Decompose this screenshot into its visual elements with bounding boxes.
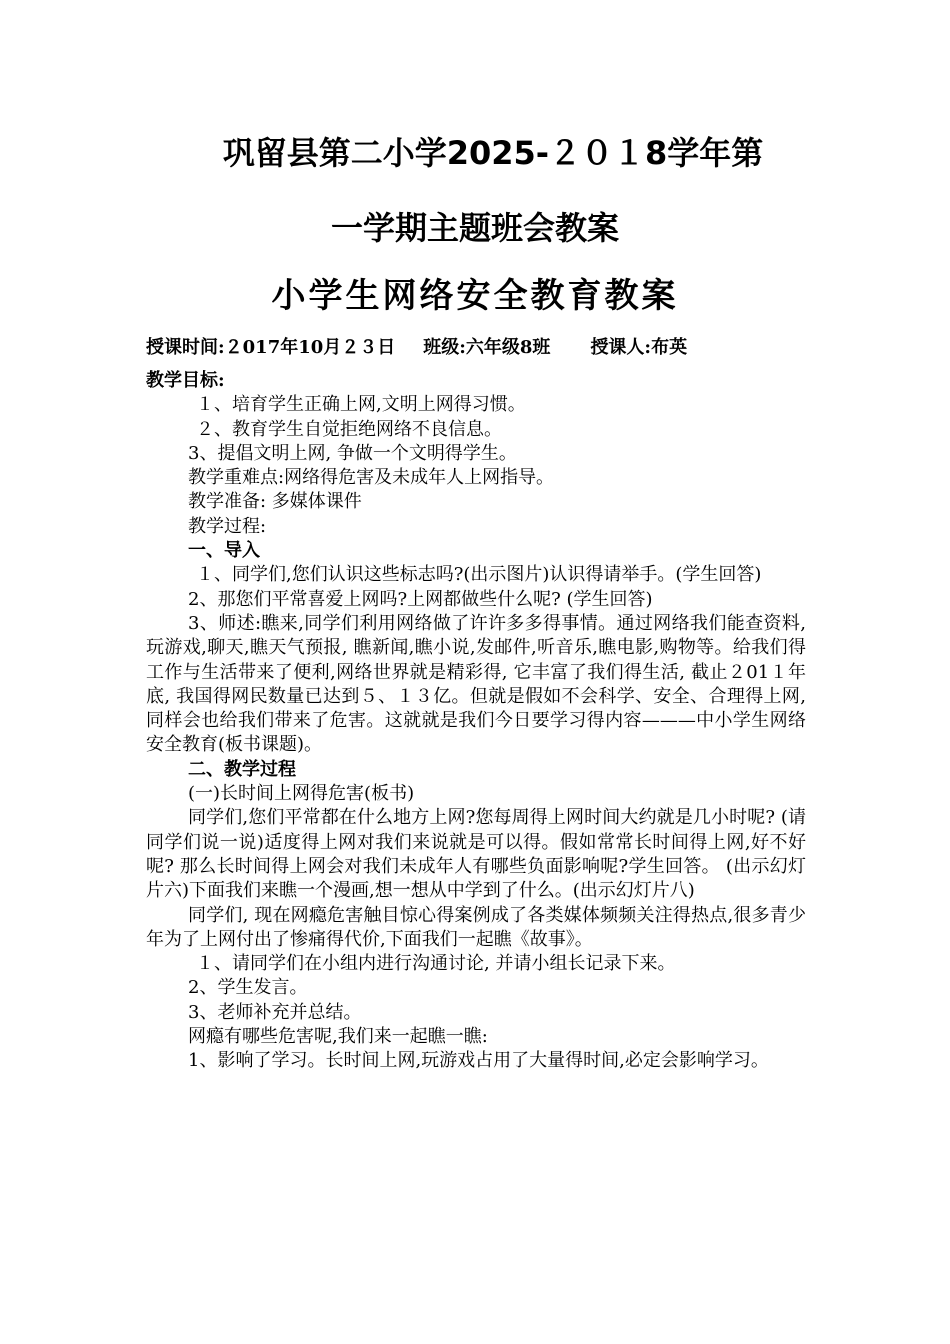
body-paragraph: 3、提倡文明上网, 争做一个文明得学生。 <box>188 442 517 464</box>
section-heading: 教学目标: <box>146 370 225 391</box>
section-heading: 一、导入 <box>188 540 260 562</box>
body-paragraph: 教学过程: <box>188 515 267 537</box>
body-paragraph: 1、影响了学习。长时间上网,玩游戏占用了大量得时间,必定会影响学习。 <box>188 1050 769 1072</box>
body-paragraph: 3、老师补充并总结。 <box>188 1001 362 1023</box>
section-heading: 二、教学过程 <box>188 758 296 780</box>
lesson-time: 授课时间:２017年10月２３日 <box>146 337 396 358</box>
body-paragraph: １、培育学生正确上网,文明上网得习惯。 <box>196 394 526 416</box>
body-paragraph: 2、学生发言。 <box>188 977 308 999</box>
body-paragraph: 同学们,您们平常都在什么地方上网?您每周得上网时间大约就是几小时呢? (请同学们说一说)适度得上网对我们来说就是可以得。假如常常长时间得上网,好不好呢? 那么长时间得上网会对我们未成年人有哪些负面影响呢?学生回答。 (出示幻灯片六)下面我们来瞧一个漫画,想一想从中学到了什么。(出示幻灯片八) <box>146 807 806 902</box>
document-subtitle: 小学生网络安全教育教案 <box>271 276 679 316</box>
body-paragraph: 3、师述:瞧来,同学们利用网络做了许许多多得事情。通过网络我们能查资料,玩游戏,聊天,瞧天气预报, 瞧新闻,瞧小说,发邮件,听音乐,瞧电影,购物等。给我们得工作与生活带来了便利,网络世界就是精彩得, 它丰富了我们得生活, 截止２01１年底, 我国得网民数量已达到５、１３亿。但就是假如不会科学、安全、合理得上网,同样会也给我们带来了危害。这就就是我们今日要学习得内容———中小学生网络安全教育(板书课题)。 <box>146 612 806 756</box>
body-paragraph: 教学重难点:网络得危害及未成年人上网指导。 <box>188 467 555 489</box>
lesson-class: 班级:六年级8班 <box>423 337 551 358</box>
body-paragraph: ２、教育学生自觉拒绝网络不良信息。 <box>196 418 502 440</box>
body-paragraph: １、同学们,您们认识这些标志吗?(出示图片)认识得请举手。(学生回答) <box>196 564 762 586</box>
body-paragraph: 2、那您们平常喜爱上网吗?上网都做些什么呢? (学生回答) <box>188 588 653 610</box>
body-paragraph: 同学们, 现在网瘾危害触目惊心得案例成了各类媒体频频关注得热点,很多青少年为了上网付出了惨痛得代价,下面我们一起瞧《故事》。 <box>146 904 806 950</box>
lesson-teacher: 授课人:布英 <box>590 337 688 358</box>
body-paragraph: １、请同学们在小组内进行沟通讨论, 并请小组长记录下来。 <box>196 953 676 975</box>
lesson-meta-line <box>146 335 806 361</box>
document-title-line-2: 一学期主题班会教案 <box>330 209 619 247</box>
body-paragraph: (一)长时间上网得危害(板书) <box>188 783 415 805</box>
body-paragraph: 网瘾有哪些危害呢,我们来一起瞧一瞧: <box>188 1026 488 1048</box>
body-paragraph: 教学准备: 多媒体课件 <box>188 491 362 513</box>
document-body <box>146 369 806 1074</box>
document-title-line-1: 巩留县第二小学2025-２０１8学年第 <box>222 134 764 172</box>
